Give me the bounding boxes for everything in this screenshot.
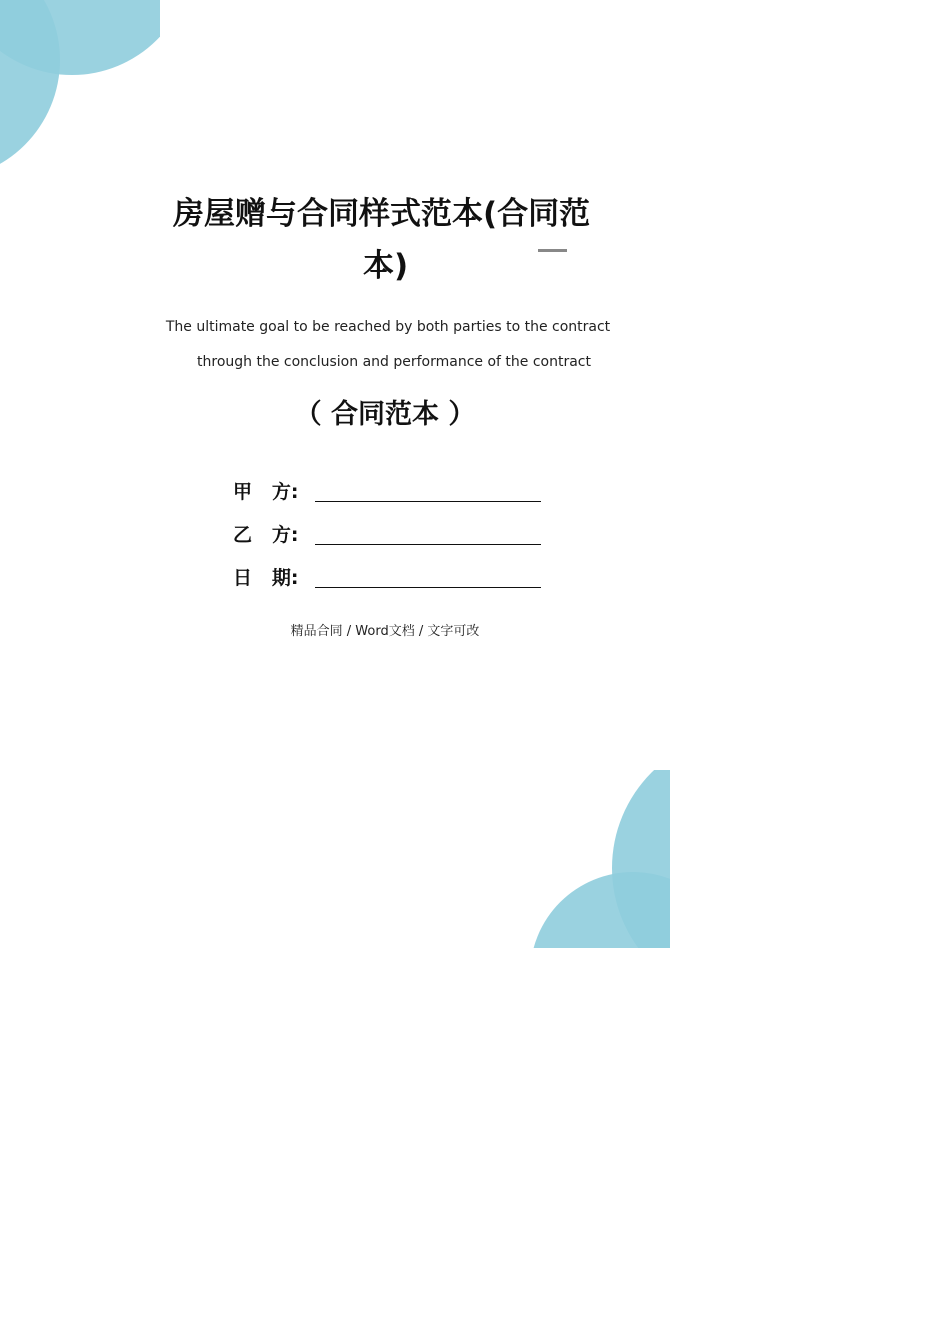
contract-template-label: （ 合同范本 ） <box>294 399 476 430</box>
party-b-label: 乙 方: <box>233 524 299 546</box>
footer-note: 精品合同 / Word文档 / 文字可改 <box>290 624 480 639</box>
title-dash-mark <box>538 249 567 252</box>
document-title-line-2: 本) <box>363 248 409 284</box>
party-b-blank-line[interactable] <box>315 544 541 545</box>
party-a-blank-line[interactable] <box>315 501 541 502</box>
decorative-circles-top-left <box>0 0 160 175</box>
document-title-line-1: 房屋赠与合同样式范本(合同范 <box>173 196 591 232</box>
party-a-label: 甲 方: <box>233 481 299 503</box>
decorative-circles-bottom-right <box>515 770 670 948</box>
date-blank-line[interactable] <box>315 587 541 588</box>
date-label: 日 期: <box>233 567 299 589</box>
subtitle-line-2: through the conclusion and performance of the contract <box>197 354 591 370</box>
subtitle-line-1: The ultimate goal to be reached by both parties to the contract <box>165 319 611 335</box>
